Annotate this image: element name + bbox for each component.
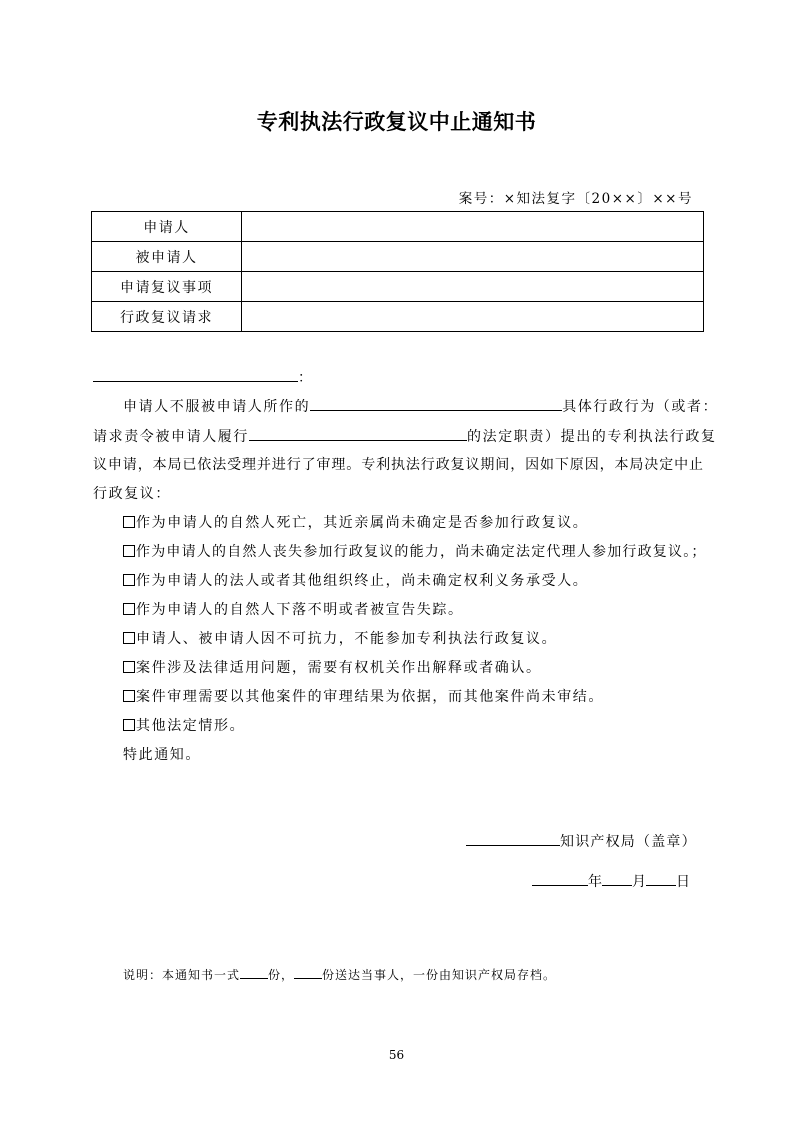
reason-text: 案件审理需要以其他案件的审理结果为依据，而其他案件尚未审结。 — [136, 689, 604, 705]
respondent-value — [242, 242, 704, 272]
note-middle: 份， — [268, 968, 295, 982]
table-row — [92, 272, 704, 302]
reason-text: 申请人、被申请人因不可抗力，不能参加专利执法行政复议。 — [136, 631, 558, 647]
month-blank — [602, 871, 632, 886]
addressee-blank — [93, 367, 298, 382]
applicant-value — [242, 212, 704, 242]
table-row — [92, 212, 704, 242]
reason-text: 作为申请人的自然人丧失参加行政复议的能力，尚未确定法定代理人参加行政复议。； — [136, 544, 707, 560]
reason-item — [123, 629, 557, 649]
reason-item — [123, 716, 245, 736]
checkbox[interactable] — [123, 574, 135, 586]
body-line-4: 行政复议： — [93, 486, 171, 502]
note-prefix: 说明：本通知书一式 — [123, 968, 241, 982]
body-line-1-text-a: 申请人不服被申请人所作的 — [123, 399, 311, 415]
table-row — [92, 302, 704, 332]
note-suffix: 份送达当事人，一份由知识产权局存档。 — [322, 968, 557, 982]
closing-text: 特此通知。 — [123, 747, 201, 763]
date-line — [532, 871, 690, 892]
reason-text: 作为申请人的自然人死亡，其近亲属尚未确定是否参加行政复议。 — [136, 515, 589, 531]
duty-blank — [249, 426, 467, 441]
respondent-label: 被申请人 — [92, 242, 242, 272]
explanatory-note — [123, 966, 556, 983]
addressee-colon: ： — [298, 370, 314, 386]
year-blank — [532, 871, 588, 886]
body-line-1 — [123, 396, 718, 417]
reason-item — [123, 600, 464, 620]
page-number: 56 — [388, 1048, 405, 1062]
case-number: 案号：×知法复字〔20××〕××号 — [458, 191, 693, 207]
reason-item — [123, 658, 542, 678]
checkbox[interactable] — [123, 516, 135, 528]
copies-blank — [240, 966, 268, 979]
checkbox[interactable] — [123, 690, 135, 702]
body-line-2-text-b: 的法定职责）提出的专利执法行政复 — [467, 429, 717, 445]
day-blank — [646, 871, 676, 886]
reason-text: 作为申请人的法人或者其他组织终止，尚未确定权利义务承受人。 — [136, 573, 589, 589]
review-request-label: 行政复议请求 — [92, 302, 242, 332]
body-line-2-text-a: 请求责令被申请人履行 — [93, 429, 249, 445]
signature-line — [466, 831, 697, 852]
info-table — [91, 211, 704, 332]
reason-item — [123, 513, 588, 533]
body-line-2 — [93, 426, 717, 447]
checkbox[interactable] — [123, 603, 135, 615]
signature-text: 知识产权局（盖章） — [560, 834, 697, 850]
review-matter-label: 申请复议事项 — [92, 272, 242, 302]
checkbox[interactable] — [123, 719, 135, 731]
addressee-line — [93, 367, 314, 388]
checkbox[interactable] — [123, 661, 135, 673]
body-line-1-text-b: 具体行政行为（或者： — [562, 399, 719, 415]
reason-item — [123, 687, 604, 707]
reason-text: 其他法定情形。 — [136, 718, 246, 734]
month-label: 月 — [632, 874, 646, 890]
reason-item — [123, 542, 707, 562]
year-label: 年 — [588, 874, 602, 890]
review-matter-value — [242, 272, 704, 302]
signature-blank — [466, 831, 560, 846]
body-line-3: 议申请，本局已依法受理并进行了审理。专利执法行政复议期间，因如下原因，本局决定中止 — [93, 457, 704, 473]
action-blank — [310, 396, 562, 411]
checkbox[interactable] — [123, 632, 135, 644]
review-request-value — [242, 302, 704, 332]
reason-item — [123, 571, 588, 591]
served-copies-blank — [294, 966, 322, 979]
table-row — [92, 242, 704, 272]
applicant-label: 申请人 — [92, 212, 242, 242]
checkbox[interactable] — [123, 545, 135, 557]
reason-text: 作为申请人的自然人下落不明或者被宣告失踪。 — [136, 602, 464, 618]
reason-text: 案件涉及法律适用问题，需要有权机关作出解释或者确认。 — [136, 660, 542, 676]
day-label: 日 — [676, 874, 690, 890]
document-title: 专利执法行政复议中止通知书 — [256, 110, 537, 134]
